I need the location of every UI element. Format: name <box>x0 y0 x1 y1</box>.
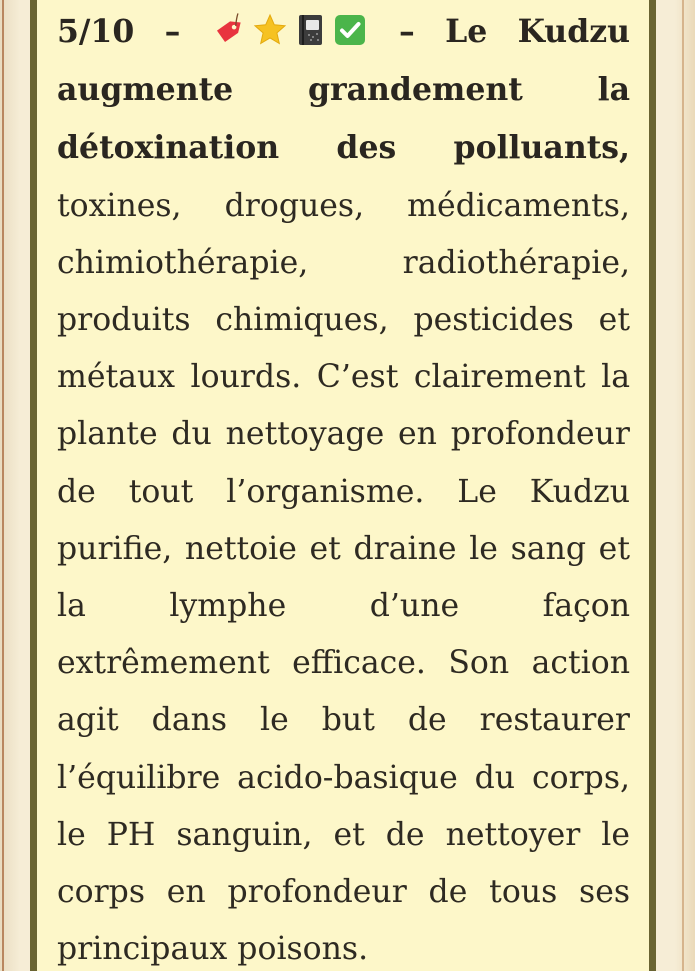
right-margin-rule <box>682 0 684 971</box>
check-mark-button-icon <box>333 13 367 47</box>
star-icon <box>253 13 287 47</box>
post-lead: – Le Kudzu augmente grandement la détoxination des polluants, <box>57 13 631 167</box>
post-paragraph <box>57 3 630 971</box>
bookmark-tag-icon <box>213 13 247 47</box>
post-counter: 5/10 – <box>57 13 181 50</box>
notebook-icon <box>293 13 327 47</box>
left-margin-rule <box>2 0 4 971</box>
post-body: toxines, drogues, médicaments, chimiothérapie, radiothérapie, produits chimiques, pesticides et métaux lourds. C’est clairement la plante du nettoyage en profondeur de tout l’organisme. Le Kudzu purifie, nettoie et draine le sang et la lymphe d’une façon extrêmement efficace. Son action agit dans le but de restaurer l’équilibre acido-basique du corps, le PH sanguin, et de nettoyer le corps en profondeur de tous ses principaux poisons. <box>57 187 630 968</box>
